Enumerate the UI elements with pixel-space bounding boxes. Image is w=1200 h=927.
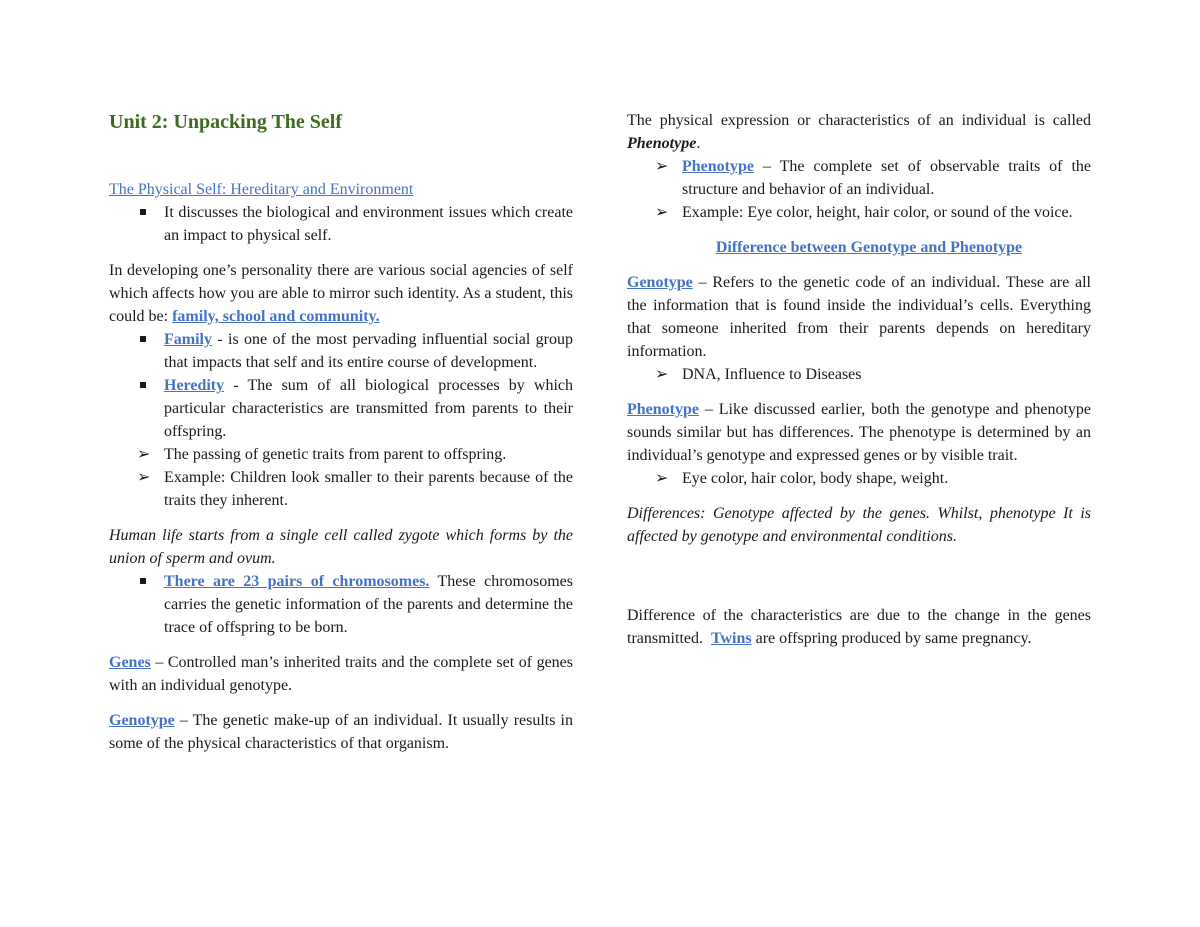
square-bullet-icon	[140, 336, 146, 342]
arrow-bullet-icon: ➢	[655, 366, 669, 383]
square-bullet-icon	[140, 382, 146, 388]
list-item	[627, 363, 1091, 386]
family-link[interactable]: Family	[164, 331, 212, 348]
list-item	[627, 201, 1091, 224]
list-item	[109, 570, 573, 639]
phenotype-definition: – The complete set of observable traits of the structure and behavior of an individual.	[682, 158, 1091, 198]
square-bullet-icon	[140, 209, 146, 215]
intro-bullet-list	[109, 201, 573, 247]
genotype-definition: – The genetic make-up of an individual. It usually results in some of the physical characteristics of that organism.	[109, 712, 573, 752]
list-item	[109, 201, 573, 247]
heredity-definition: - The sum of all biological processes by which particular characteristics are transmitted from parents to their offspring.	[164, 377, 573, 440]
genotype-link[interactable]: Genotype	[627, 274, 693, 291]
paragraph-text: In developing one’s personality there are various social agencies of self which affects how you are able to mirror such identity. As a student, this could be:	[109, 262, 573, 325]
chromosome-list	[109, 570, 573, 639]
phenotype-link[interactable]: Phenotype	[627, 401, 699, 418]
paragraph-text: .	[696, 135, 701, 152]
genes-definition: – Controlled man’s inherited traits and the complete set of genes with an individual genotype.	[109, 654, 573, 694]
bullet-text: Eye color, hair color, body shape, weight.	[682, 470, 949, 487]
phenotype-link[interactable]: Phenotype	[682, 158, 754, 175]
list-item	[109, 443, 573, 466]
genotype-link[interactable]: Genotype	[109, 712, 175, 729]
unit-title: Unit 2: Unpacking The Self	[109, 111, 343, 133]
bullet-text: Example: Eye color, height, hair color, or sound of the voice.	[682, 204, 1073, 221]
genotype-paragraph	[109, 709, 573, 755]
differences-paragraph: Differences: Genotype affected by the genes. Whilst, phenotype It is affected by genotype and environmental conditions.	[627, 505, 1091, 545]
family-definition: - is one of the most pervading influential social group that impacts that self and its entire course of development.	[164, 331, 573, 371]
genotype-examples-list	[627, 363, 1091, 386]
difference-heading-link[interactable]: Difference between Genotype and Phenotype	[715, 239, 1023, 256]
bullet-text: The passing of genetic traits from parent to offspring.	[164, 446, 507, 463]
paragraph-text: Difference of the characteristics are due to the change in the genes transmitted.	[627, 607, 1095, 647]
heredity-link[interactable]: Heredity	[164, 377, 225, 394]
arrow-bullet-icon: ➢	[137, 469, 151, 486]
genes-link[interactable]: Genes	[109, 654, 151, 671]
phenotype-emphasis: Phenotype	[627, 135, 697, 152]
agencies-link[interactable]: family, school and community.	[172, 308, 380, 325]
bullet-text: DNA, Influence to Diseases	[682, 366, 862, 383]
genotype-paragraph	[627, 271, 1091, 363]
arrow-bullet-icon: ➢	[655, 158, 669, 175]
left-column	[109, 108, 573, 755]
list-item	[627, 155, 1091, 201]
phenotype-paragraph	[627, 398, 1091, 467]
bullet-text: Example: Children look smaller to their parents because of the traits they inherent.	[164, 469, 573, 509]
genes-paragraph	[109, 651, 573, 697]
twins-link[interactable]: Twins	[710, 630, 752, 647]
bullet-text: It discusses the biological and environment issues which create an impact to physical self.	[164, 204, 573, 244]
arrow-bullet-icon: ➢	[655, 204, 669, 221]
section-heading-physical-self[interactable]: The Physical Self: Hereditary and Environment	[109, 181, 414, 198]
arrow-bullet-icon: ➢	[655, 470, 669, 487]
arrow-bullet-icon: ➢	[137, 446, 151, 463]
difference-heading	[627, 236, 1091, 259]
twins-paragraph	[627, 604, 1095, 650]
zygote-paragraph: Human life starts from a single cell called zygote which forms by the union of sperm and ovum.	[109, 527, 573, 567]
genotype-definition: – Refers to the genetic code of an individual. These are all the information that is found inside the individual’s cells. Everything that someone inherited from their parents depends on hereditary information.	[627, 274, 1091, 360]
right-column	[627, 109, 1095, 650]
phenotype-intro-paragraph	[627, 109, 1091, 155]
phenotype-definition: – Like discussed earlier, both the genotype and phenotype sounds similar but has differences. The phenotype is determined by an individual’s genotype and expressed genes or by visible trait.	[627, 401, 1091, 464]
personality-paragraph	[109, 259, 573, 328]
list-item	[109, 466, 573, 512]
square-bullet-icon	[140, 578, 146, 584]
chromosomes-text: These chromosomes carries the genetic information of the parents and determine the trace of offspring to be born.	[164, 573, 573, 636]
phenotype-list	[627, 155, 1091, 224]
agencies-list	[109, 328, 573, 512]
paragraph-text: are offspring produced by same pregnancy.	[751, 630, 1032, 647]
phenotype-examples-list	[627, 467, 1091, 490]
list-item	[109, 328, 573, 374]
chromosomes-link[interactable]: There are 23 pairs of chromosomes.	[164, 573, 430, 590]
list-item	[109, 374, 573, 443]
paragraph-text: The physical expression or characteristics of an individual is called	[627, 112, 1091, 129]
list-item	[627, 467, 1091, 490]
